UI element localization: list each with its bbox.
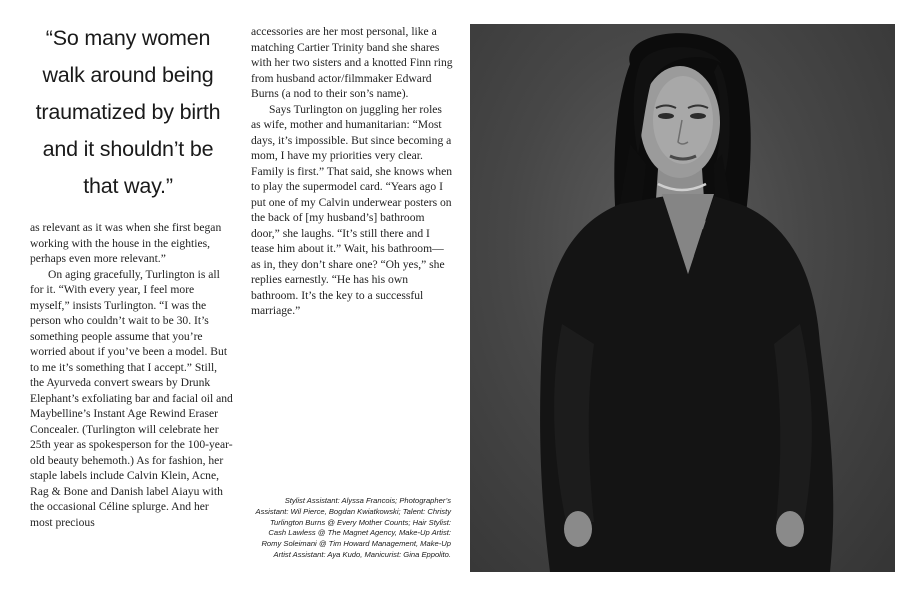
article-column-2 <box>251 24 453 319</box>
article-paragraph: Says Turlington on juggling her roles as wife, mother and humanitarian: “Most days, it’s impossible. But since becoming a mom, I have my priorities very clear. Family is first.” That said, she knows when to play the supermodel card. “Years ago I put one of my Calvin underwear posters on the back of [my husband’s] bathroom door,” she laughs. “It’s still there and I tease him about it.” Wait, his bathroom—as in, they don’t share one? “Oh yes,” she replies earnestly. “He has his own bathroom. It’s the key to a successful marriage.” <box>251 102 453 317</box>
pull-quote-line: traumatized by birth <box>35 100 221 124</box>
article-column-1 <box>30 220 234 530</box>
pull-quote-line: and it shouldn’t be <box>42 137 214 161</box>
pull-quote-line: walk around being <box>42 63 214 87</box>
portrait-photo <box>470 24 895 572</box>
article-paragraph: On aging gracefully, Turlington is all for it. “With every year, I feel more myself,” insists Turlington. “I was the person who couldn’t wait to be 30. It’s something people assume that you’re worried about if you’ve been a model. But to me it’s something that I accept.” Still, the Ayurveda convert swears by Drunk Elephant’s exfoliating bar and facial oil and Maybelline’s Instant Age Rewind Eraser Concealer. (Turlington will celebrate her 25th year as spokesperson for the 100-year-old beauty behemoth.) As for fashion, her staple labels include Calvin Klein, Acne, Rag & Bone and Danish label Aiayu with the occasional Céline splurge. And her most precious <box>30 267 233 529</box>
pull-quote <box>20 20 236 205</box>
pull-quote-line: that way.” <box>83 174 173 198</box>
photo-credits: Stylist Assistant: Alyssa Francois; Photographer’s Assistant: Wil Pierce, Bogdan Kwiatkowski; Talent: Christy Turlington Burns @ Every Mother Counts; Hair Stylist: Cash Lawless @ The Magnet Agency, Make-Up Artist: Romy Soleimani @ Tim Howard Management, Make-Up Artist Assistant: Aya Kudo, Manicurist: Gina Eppolito. <box>255 496 451 559</box>
article-paragraph: accessories are her most personal, like a matching Cartier Trinity band she shares with her two sisters and a knotted Finn ring from husband actor/filmmaker Edward Burns (a nod to their son’s name). <box>251 25 453 100</box>
portrait-illustration <box>470 24 895 572</box>
article-paragraph: as relevant as it was when she first began working with the house in the eighties, perhaps even more relevant.” <box>30 221 222 265</box>
pull-quote-line: “So many women <box>45 26 211 50</box>
